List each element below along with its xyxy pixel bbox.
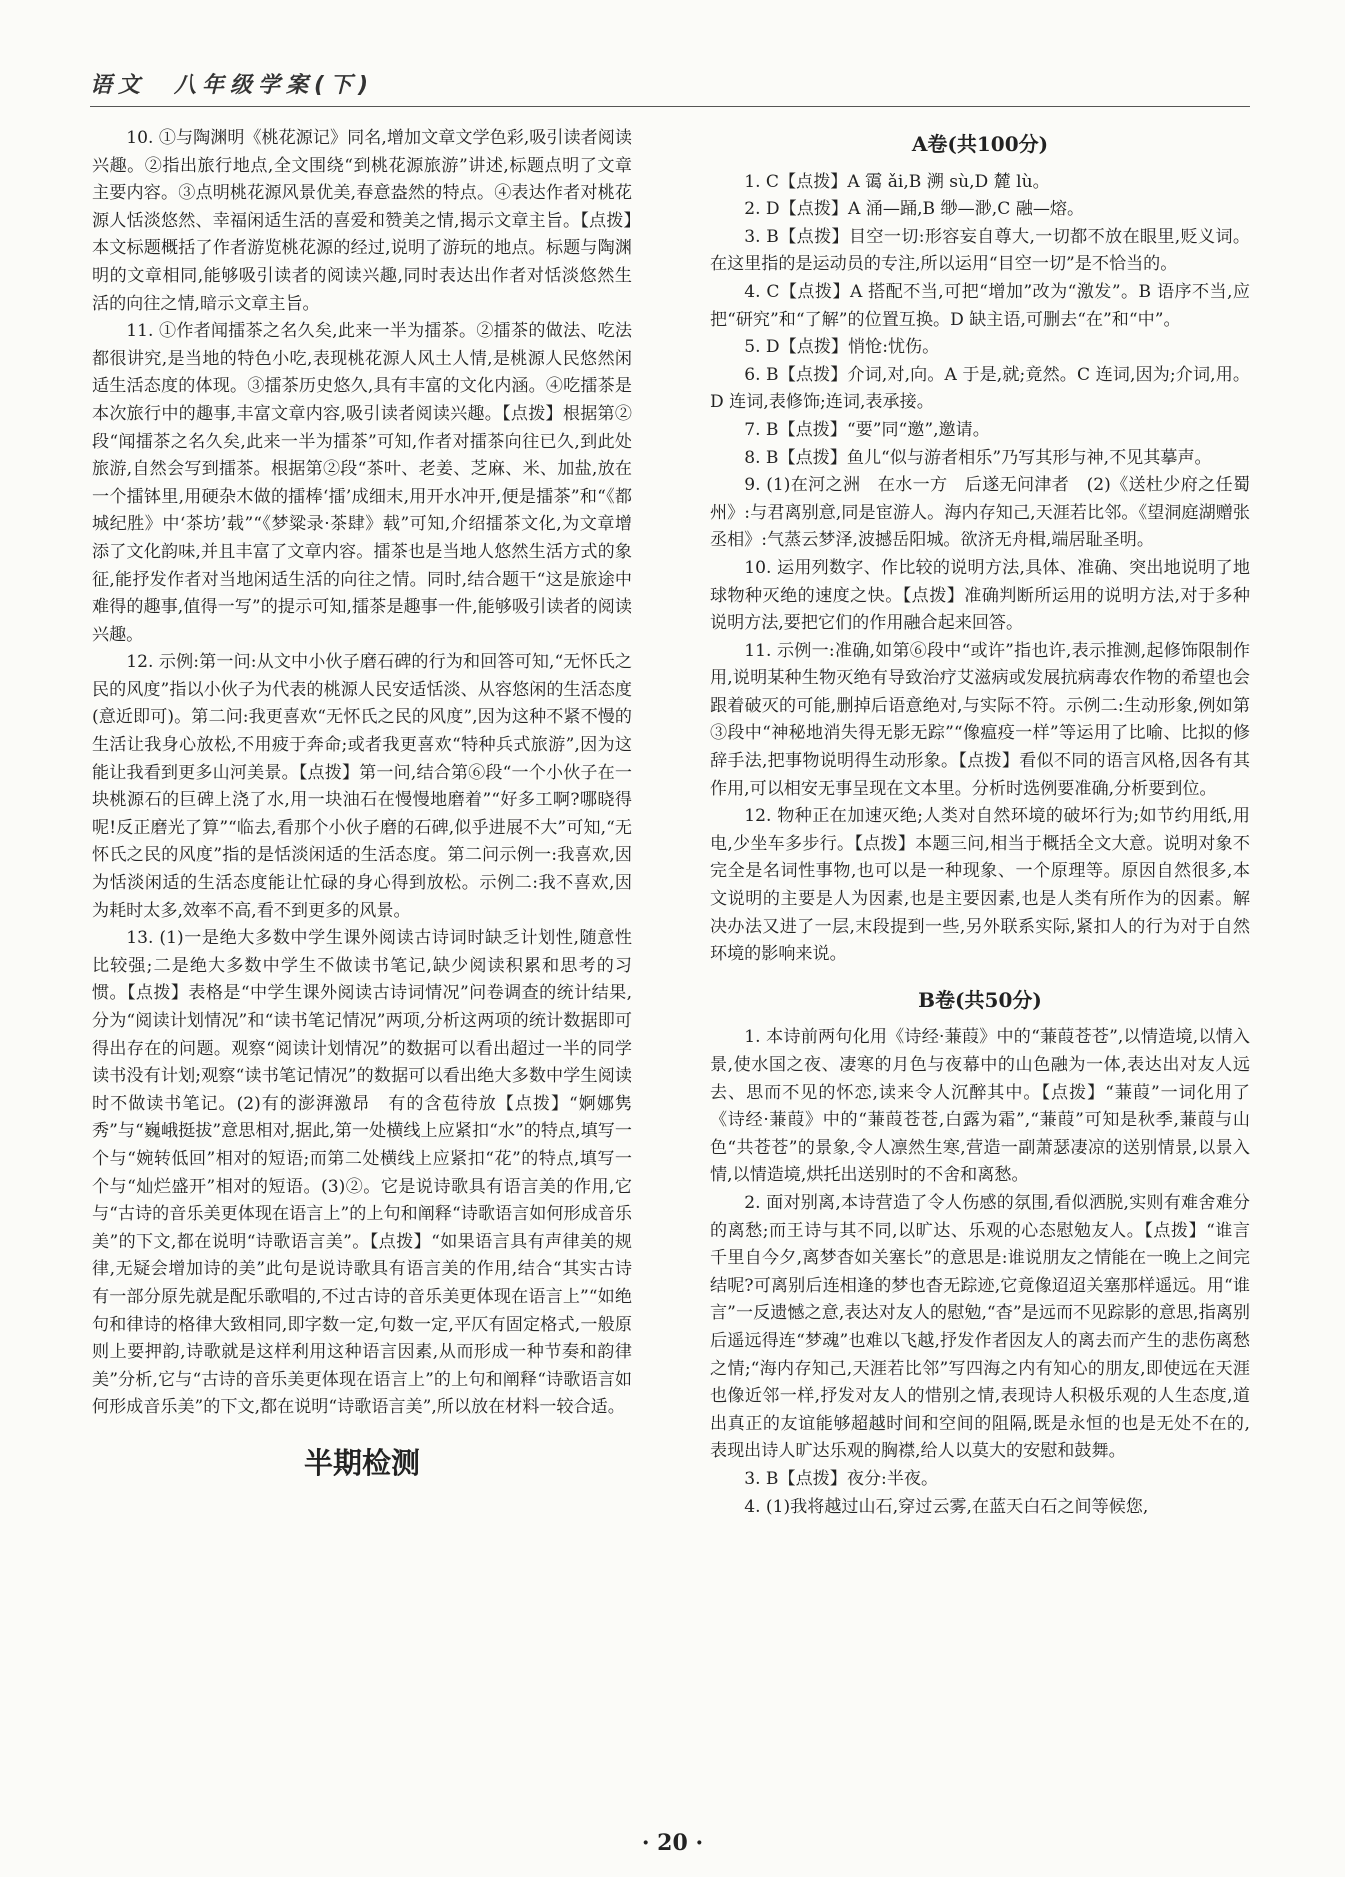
- answer-paragraph: 9. (1)在河之洲 在水一方 后遂无问津者 (2)《送杜少府之任蜀州》:与君离别意,同是宦游人。海内存知己,天涯若比邻。《望洞庭湖赠张丞相》:气蒸云梦泽,波撼岳阳城。欲济无舟楫,端居耻圣明。: [710, 475, 1250, 551]
- section-b-title: B卷(共50分): [918, 987, 1042, 1012]
- answer-paragraph: 5. D【点拨】悄怆:忧伤。: [744, 337, 940, 358]
- answer-paragraph: 3. B【点拨】目空一切:形容妄自尊大,一切都不放在眼里,贬义词。在这里指的是运动员的专注,所以运用“目空一切”是不恰当的。: [710, 226, 1250, 275]
- answer-paragraph: 1. 本诗前两句化用《诗经·蒹葭》中的“蒹葭苍苍”,以情造境,以情入景,使水国之夜、凄寒的月色与夜幕中的山色融为一体,表达出对友人远去、思而不见的怀恋,读来令人沉醉其中。【点拨】“蒹葭”一词化用了《诗经·蒹葭》中的“蒹葭苍苍,白露为霜”,“蒹葭”可知是秋季,蒹葭与山色“共苍苍”的景象,令人凛然生寒,营造一副萧瑟凄凉的送别情景,以景入情,以情造境,烘托出送别时的不舍和离愁。: [710, 1027, 1250, 1186]
- answer-paragraph: 11. ①作者闻擂茶之名久矣,此来一半为擂茶。②擂茶的做法、吃法都很讲究,是当地的特色小吃,表现桃花源人风土人情,是桃源人民悠然闲适生活态度的体现。③擂茶历史悠久,具有丰富的文化内涵。④吃擂茶是本次旅行中的趣事,丰富文章内容,吸引读者阅读兴趣。【点拨】根据第②段“闻擂茶之名久矣,此来一半为擂茶”可知,作者对擂茶向往已久,到此处旅游,自然会写到擂茶。根据第②段“茶叶、老姜、芝麻、米、加盐,放在一个擂钵里,用硬杂木做的擂棒‘擂’成细末,用开水冲开,便是擂茶”和“《都城纪胜》中‘茶坊’载”“《梦粱录·茶肆》载”可知,介绍擂茶文化,为文章增添了文化韵味,并且丰富了文章内容。擂茶也是当地人悠然生活方式的象征,能抒发作者对当地闲适生活的向往之情。同时,结合题干“这是旅途中难得的趣事,值得一写”的提示可知,擂茶是趣事一件,能够吸引读者的阅读兴趣。: [92, 321, 632, 645]
- page-number: · 20 ·: [641, 1830, 704, 1856]
- answer-paragraph: 12. 物种正在加速灭绝;人类对自然环境的破坏行为;如节约用纸,用电,少坐车多步行。【点拨】本题三问,相当于概括全文大意。说明对象不完全是名词性事物,也可以是一种现象、一个原理等。原因自然很多,本文说明的主要是人为因素,也是主要因素,也是人类有所作为的因素。解决办法又进了一层,末段提到一些,另外联系实际,紧扣人的行为对于自然环境的影响来说。: [710, 806, 1250, 965]
- answer-paragraph: 4. (1)我将越过山石,穿过云雾,在蓝天白石之间等候您,: [744, 1496, 1149, 1517]
- answer-paragraph: 10. 运用列数字、作比较的说明方法,具体、准确、突出地说明了地球物种灭绝的速度之快。【点拨】准确判断所运用的说明方法,对于多种说明方法,要把它们的作用融合起来回答。: [710, 557, 1250, 634]
- answer-paragraph: 10. ①与陶渊明《桃花源记》同名,增加文章文学色彩,吸引读者阅读兴趣。②指出旅行地点,全文围绕“到桃花源旅游”讲述,标题点明了文章主要内容。③点明桃花源风景优美,春意盎然的特点。④表达作者对桃花源人恬淡悠然、幸福闲适生活的喜爱和赞美之情,揭示文章主旨。【点拨】本文标题概括了作者游览桃花源的经过,说明了游玩的地点。标题与陶渊明的文章相同,能够吸引读者的阅读兴趣,同时表达出作者对恬淡悠然生活的向往之情,暗示文章主旨。: [92, 128, 632, 314]
- answer-paragraph: 2. D【点拨】A 涌—踊,B 缈—渺,C 融—熔。: [744, 199, 1085, 220]
- answer-paragraph: 13. (1)一是绝大多数中学生课外阅读古诗词时缺乏计划性,随意性比较强;二是绝大多数中学生不做读书笔记,缺少阅读积累和思考的习惯。【点拨】表格是“中学生课外阅读古诗词情况”问卷调查的统计结果,分为“阅读计划情况”和“读书笔记情况”两项,分析这两项的统计数据即可得出存在的问题。观察“阅读计划情况”的数据可以看出超过一半的同学读书没有计划;观察“读书笔记情况”的数据可以看出绝大多数中学生阅读时不做读书笔记。(2)有的澎湃激昂 有的含苞待放【点拨】“婀娜隽秀”与“巍峨挺拔”意思相对,据此,第一处横线上应紧扣“水”的特点,填写一个与“婉转低回”相对的短语;而第二处横线上应紧扣“花”的特点,填写一个与“灿烂盛开”相对的短语。(3)②。它是说诗歌具有语言美的作用,它与“古诗的音乐美更体现在语言上”的上句和阐释“诗歌语言如何形成音乐美”的下文,都在说明“诗歌语言美”。【点拨】“如果语言具有声律美的规律,无疑会增加诗的美”此句是说诗歌具有语言美的作用,结合“其实古诗有一部分原先就是配乐歌唱的,不过古诗的音乐美更体现在语言上”“如绝句和律诗的格律大致相同,即字数一定,句数一定,平仄有固定格式,一般原则上要押韵,诗歌就是这样利用这种语言因素,从而形成一种节奏和韵律美”分析,它与“古诗的音乐美更体现在语言上”的上句和阐释“诗歌语言如何形成音乐美”的下文,都在说明“诗歌语言美”,所以放在材料一较合适。: [92, 928, 632, 1418]
- answer-paragraph: 2. 面对别离,本诗营造了令人伤感的氛围,看似洒脱,实则有难舍难分的离愁;而王诗与其不同,以旷达、乐观的心态慰勉友人。【点拨】“谁言千里自今夕,离梦杳如关塞长”的意思是:谁说朋友之情能在一晚上之间完结呢?可离别后连相逢的梦也杳无踪迹,它竟像迢迢关塞那样遥远。用“谁言”一反遗憾之意,表达对友人的慰勉,“杳”是远而不见踪影的意思,指离别后遥远得连“梦魂”也难以飞越,抒发作者因友人的离去而产生的悲伤离愁之情;“海内存知己,天涯若比邻”写四海之内有知心的朋友,即使远在天涯也像近邻一样,抒发对友人的惜别之情,表现诗人积极乐观的人生态度,道出真正的友谊能够超越时间和空间的阻隔,既是永恒的也是无处不在的,表现出诗人旷达乐观的胸襟,给人以莫大的安慰和鼓舞。: [710, 1192, 1250, 1462]
- left-column: [92, 125, 632, 1478]
- answer-paragraph: 6. B【点拨】介词,对,向。A 于是,就;竟然。C 连词,因为;介词,用。D 连词,表修饰;连词,表承接。: [710, 364, 1250, 413]
- answer-paragraph: 12. 示例:第一问:从文中小伙子磨石碑的行为和回答可知,“无怀氏之民的风度”指以小伙子为代表的桃源人民安适恬淡、从容悠闲的生活态度(意近即可)。第二问:我更喜欢“无怀氏之民的风度”,因为这种不紧不慢的生活让我身心放松,不用疲于奔命;或者我更喜欢“特种兵式旅游”,因为这能让我看到更多山河美景。【点拨】第一问,结合第⑥段“一个小伙子在一块桃源石的巨碑上浇了水,用一块油石在慢慢地磨着”“好多工啊?哪晓得呢!反正磨光了算”“临去,看那个小伙子磨的石碑,似乎进展不大”可知,“无怀氏之民的风度”指的是恬淡闲适的生活态度。第二问示例一:我喜欢,因为恬淡闲适的生活态度能让忙碌的身心得到放松。示例二:我不喜欢,因为耗时太多,效率不高,看不到更多的风景。: [92, 652, 632, 921]
- right-column: [710, 125, 1250, 1521]
- section-title-midterm: 半期检测: [303, 1445, 420, 1480]
- answer-paragraph: 8. B【点拨】鱼儿“似与游者相乐”乃写其形与神,不见其摹声。: [744, 447, 1212, 468]
- section-a-title: A卷(共100分): [911, 132, 1049, 156]
- header-rule: [90, 106, 1250, 107]
- page-header: 语文 八年级学案(下): [90, 73, 375, 98]
- answer-paragraph: 7. B【点拨】“要”同“邀”,邀请。: [744, 419, 990, 440]
- answer-paragraph: 11. 示例一:准确,如第⑥段中“或许”指也许,表示推测,起修饰限制作用,说明某种生物灭绝有导致治疗艾滋病或发展抗病毒农作物的希望也会跟着破灭的可能,删掉后语意绝对,与实际不符。示例二:生动形象,例如第③段中“神秘地消失得无影无踪”“像瘟疫一样”等运用了比喻、比拟的修辞手法,把事物说明得生动形象。【点拨】看似不同的语言风格,因各有其作用,可以相安无事呈现在文本里。分析时选例要准确,分析要到位。: [710, 640, 1250, 799]
- answer-paragraph: 4. C【点拨】A 搭配不当,可把“增加”改为“激发”。B 语序不当,应把“研究”和“了解”的位置互换。D 缺主语,可删去“在”和“中”。: [710, 281, 1250, 330]
- answer-paragraph: 1. C【点拨】A 霭 ǎi,B 溯 sù,D 麓 lù。: [744, 171, 1050, 192]
- answer-paragraph: 3. B【点拨】夜分:半夜。: [744, 1468, 939, 1489]
